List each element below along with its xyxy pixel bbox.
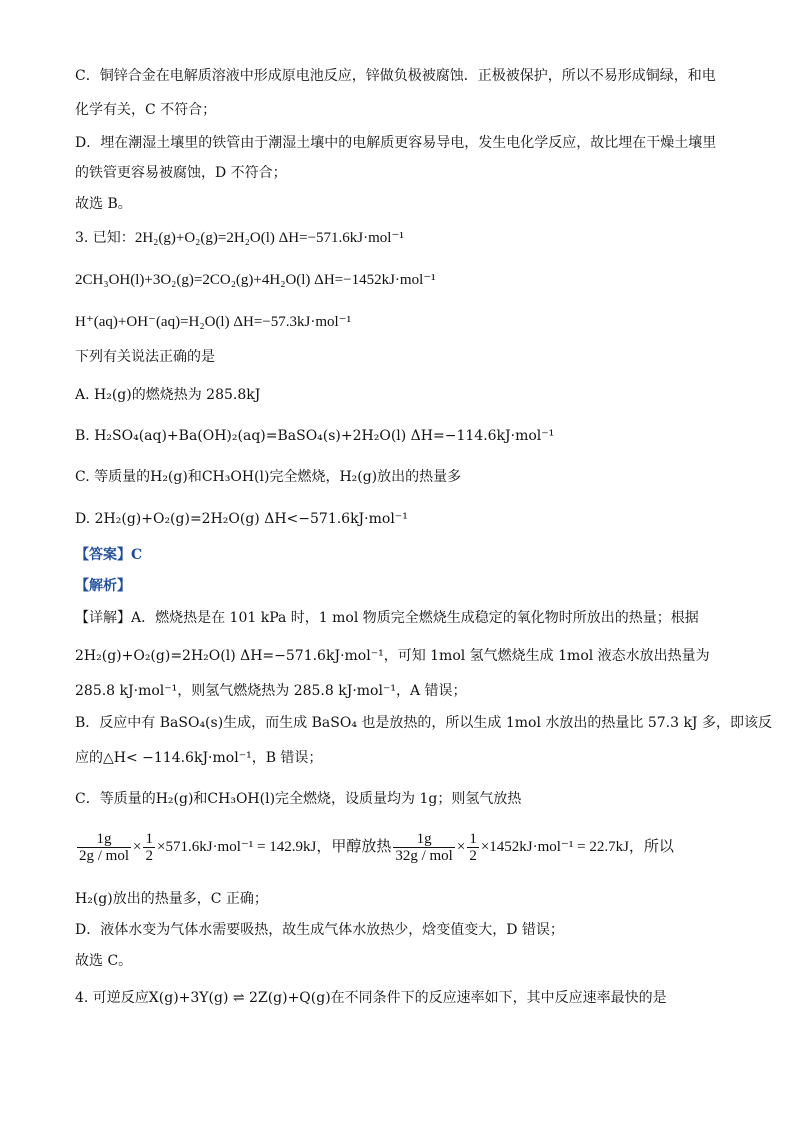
q3-analysis-line7: H₂(g)放出的热量多，C 正确； [75,891,268,907]
calc-h2-result: ×571.6kJ·mol⁻¹ = 142.9kJ，甲醇放热 [156,839,392,855]
prev-option-c-line1: C．铜锌合金在电解质溶液中形成原电池反应，锌做负极被腐蚀．正极被保护，所以不易形成铜绿，和电 [75,68,716,84]
q3-answer: 【答案】C [75,547,143,563]
q3-calculation [75,830,754,864]
q3-option-a: A. H₂(g)的燃烧热为 285.8kJ [75,387,261,403]
calc-times-2: × [456,839,466,855]
calc-times: × [133,839,142,855]
q3-analysis-line8: D．液体水变为气体水需要吸热，故生成气体水放热少，焓变值变大，D 错误； [75,922,564,938]
q3-intro-eq1 [75,228,754,248]
q3-analysis-title: 【解析】 [75,578,131,594]
q3-option-c: C. 等质量的H₂(g)和CH₃OH(l)完全燃烧，H₂(g)放出的热量多 [75,469,462,485]
q3-option-d: D. 2H₂(g)+O₂(g)=2H₂O(g) ΔH<−571.6kJ·mol⁻¹ [75,511,408,527]
q4-stem: 4. 可逆反应X(g)+3Y(g) ⇌ 2Z(g)+Q(g)在不同条件下的反应速率如下，其中反应速率最快的是 [75,990,667,1006]
q3-analysis-line2: 2H₂(g)+O₂(g)=2H₂O(l) ΔH=−571.6kJ·mol⁻¹，可知 1mol 氢气燃烧生成 1mol 液态水放出热量为 [75,648,710,664]
fraction-h2-moles: $\frac{1g}{\text{2g / mol}}$ [79,831,130,865]
prev-option-d-line2: 的铁管更容易被腐蚀，D 不符合； [75,165,287,181]
q3-analysis-line3: 285.8 kJ·mol⁻¹，则氢气燃烧热为 285.8 kJ·mol⁻¹，A 错误； [75,683,467,699]
q3-analysis-line6: C．等质量的H₂(g)和CH₃OH(l)完全燃烧，设质量均为 1g；则氢气放热 [75,791,522,807]
prev-option-c-line2: 化学有关，C 不符合； [75,102,217,118]
q3-eq1: 2H₂(g)+O₂(g)=2H₂O(l) ΔH=−571.6kJ·mol⁻¹ [134,230,404,246]
q3-intro: 3. 已知： [75,230,135,246]
q3-eq3: H⁺(aq)+OH⁻(aq)=H₂O(l) ΔH=−57.3kJ·mol⁻¹ [75,314,352,330]
fraction-half-1: $\frac{1}{2}$ [145,831,153,865]
q3-analysis-line1: 【详解】A．燃烧热是在 101 kPa 时，1 mol 物质完全燃烧生成稳定的氧化物时所放出的热量；根据 [75,610,699,626]
fraction-methanol-moles: $\frac{1g}{\text{32g / mol}}$ [395,831,453,865]
q3-option-b: B. H₂SO₄(aq)+Ba(OH)₂(aq)=BaSO₄(s)+2H₂O(l) ΔH=−114.6kJ·mol⁻¹ [75,428,555,444]
fraction-half-2: $\frac{1}{2}$ [469,831,477,865]
q3-analysis-line4: B．反应中有 BaSO₄(s)生成，而生成 BaSO₄ 也是放热的，所以生成 1mol 水放出的热量比 57.3 kJ 多，即该反 [75,715,772,731]
q3-analysis-line5: 应的△H< −114.6kJ·mol⁻¹，B 错误； [75,750,323,766]
q3-choose: 故选 C。 [75,953,133,969]
q3-stem: 下列有关说法正确的是 [75,349,215,365]
prev-option-d-line1: D．埋在潮湿土壤里的铁管由于潮湿土壤中的电解质更容易导电，发生电化学反应，故比埋在干燥土壤里 [75,135,717,151]
prev-choose: 故选 B。 [75,196,132,212]
calc-methanol-result: ×1452kJ·mol⁻¹ = 22.7kJ，所以 [480,839,674,855]
q3-eq2: 2CH₃OH(l)+3O₂(g)=2CO₂(g)+4H₂O(l) ΔH=−1452kJ·mol⁻¹ [75,272,436,288]
